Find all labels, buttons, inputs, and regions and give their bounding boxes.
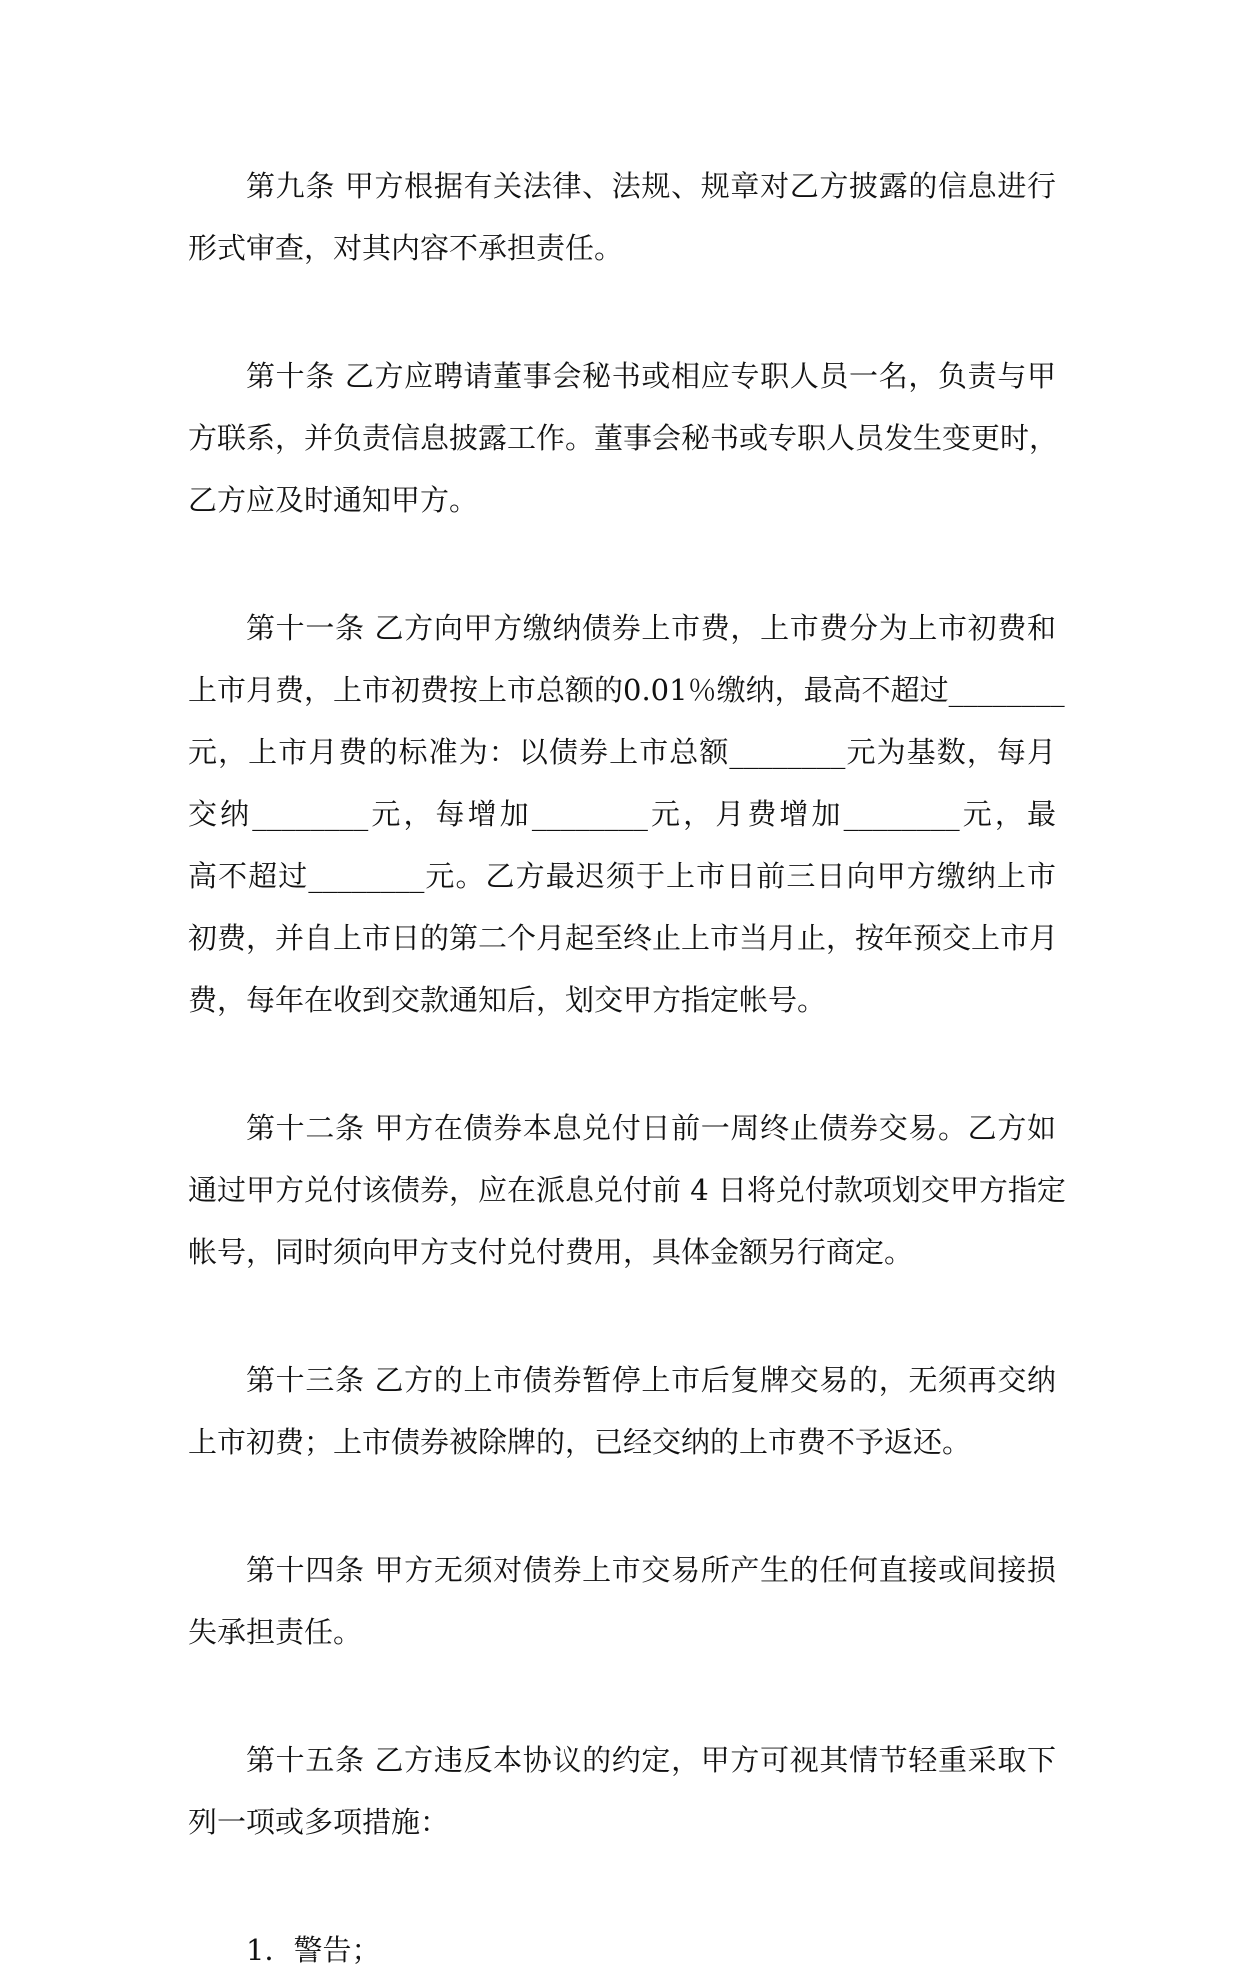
article-12-line-1: 第十二条 甲方在债券本息兑付日前一周终止债券交易。乙方如 [246, 1111, 1056, 1145]
article-11-line-2: 上市月费，上市初费按上市总额的0.01％缴纳，最高不超过________ [188, 673, 1065, 707]
paragraph-gap [188, 1853, 1056, 1919]
article-12-line-3: 帐号，同时须向甲方支付兑付费用，具体金额另行商定。 [188, 1235, 914, 1269]
article-15-line-1: 第十五条 乙方违反本协议的约定，甲方可视其情节轻重采取下 [246, 1743, 1056, 1777]
article-14-line-1: 第十四条 甲方无须对债券上市交易所产生的任何直接或间接损 [246, 1553, 1056, 1587]
paragraph-gap [188, 1031, 1056, 1097]
article-11-line-5: 高不超过________元。乙方最迟须于上市日前三日向甲方缴纳上市 [188, 859, 1056, 893]
paragraph-gap [188, 1663, 1056, 1729]
article-14-line-2: 失承担责任。 [188, 1615, 363, 1649]
article-13-line-2: 上市初费；上市债券被除牌的，已经交纳的上市费不予返还。 [188, 1425, 972, 1459]
article-15-line-2: 列一项或多项措施： [188, 1805, 450, 1839]
article-10-line-3: 乙方应及时通知甲方。 [188, 483, 479, 517]
article-11-line-6: 初费，并自上市日的第二个月起至终止上市当月止，按年预交上市月 [188, 921, 1059, 955]
article-10-line-1: 第十条 乙方应聘请董事会秘书或相应专职人员一名，负责与甲 [246, 359, 1056, 393]
article-11-line-1: 第十一条 乙方向甲方缴纳债券上市费，上市费分为上市初费和 [246, 611, 1056, 645]
paragraph-gap [188, 531, 1056, 597]
article-11-line-7: 费，每年在收到交款通知后，划交甲方指定帐号。 [188, 983, 827, 1017]
list-item-1: 1．警告； [246, 1933, 381, 1967]
paragraph-gap [188, 279, 1056, 345]
article-11-line-3: 元，上市月费的标准为：以债券上市总额________元为基数，每月 [188, 735, 1056, 769]
article-9-line-1: 第九条 甲方根据有关法律、法规、规章对乙方披露的信息进行 [246, 169, 1056, 203]
paragraph-gap [188, 1473, 1056, 1539]
article-10-line-2: 方联系，并负责信息披露工作。董事会秘书或专职人员发生变更时， [188, 421, 1059, 455]
article-9-line-2: 形式审查，对其内容不承担责任。 [188, 231, 624, 265]
article-12-line-2: 通过甲方兑付该债券，应在派息兑付前 4 日将兑付款项划交甲方指定 [188, 1173, 1066, 1207]
document-body [188, 155, 1066, 1981]
article-13-line-1: 第十三条 乙方的上市债券暂停上市后复牌交易的，无须再交纳 [246, 1363, 1056, 1397]
article-11-line-4: 交纳________元，每增加________元，月费增加________元，最 [188, 797, 1056, 831]
paragraph-gap [188, 1283, 1056, 1349]
